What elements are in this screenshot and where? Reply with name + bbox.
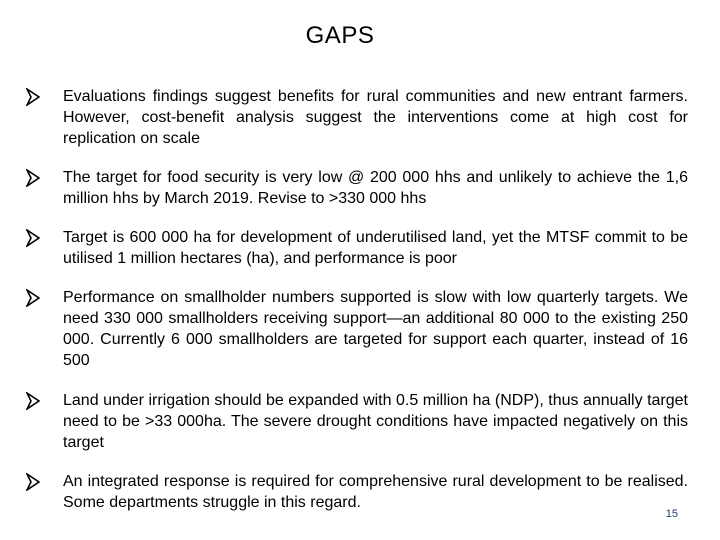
bullet-text: An integrated response is required for comprehensive rural development to be realised. Some departments struggle in this regard. <box>63 473 688 511</box>
bullet-text: Target is 600 000 ha for development of underutilised land, yet the MTSF commit to be utilised 1 million hectares (ha), and performance is poor <box>63 229 688 267</box>
arrowhead-bullet-icon <box>26 473 40 491</box>
bullet-text: Evaluations findings suggest benefits for rural communities and new entrant farmers. However, cost-benefit analysis suggest the interventions come at high cost for replication on scale <box>63 88 688 147</box>
arrowhead-bullet-icon <box>26 229 40 247</box>
page-number: 15 <box>665 508 678 520</box>
arrowhead-bullet-icon <box>26 392 40 410</box>
bullet-text: Land under irrigation should be expanded with 0.5 million ha (NDP), thus annually target need to be >33 000ha. The severe drought conditions have impacted negatively on this target <box>63 392 688 451</box>
arrowhead-bullet-icon <box>26 88 40 106</box>
bullet-text: The target for food security is very low @ 200 000 hhs and unlikely to achieve the 1,6 million hhs by March 2019. Revise to >330 000 hhs <box>63 169 688 207</box>
slide-title: GAPS <box>305 22 375 49</box>
arrowhead-bullet-icon <box>26 169 40 187</box>
bullet-text: Performance on smallholder numbers supported is slow with low quarterly targets. We need 330 000 smallholders receiving support—an additional 80 000 to the existing 250 000. Currently 6 000 smallholders are targeted for support each quarter, instead of 16 500 <box>63 289 688 369</box>
arrowhead-bullet-icon <box>26 289 40 307</box>
